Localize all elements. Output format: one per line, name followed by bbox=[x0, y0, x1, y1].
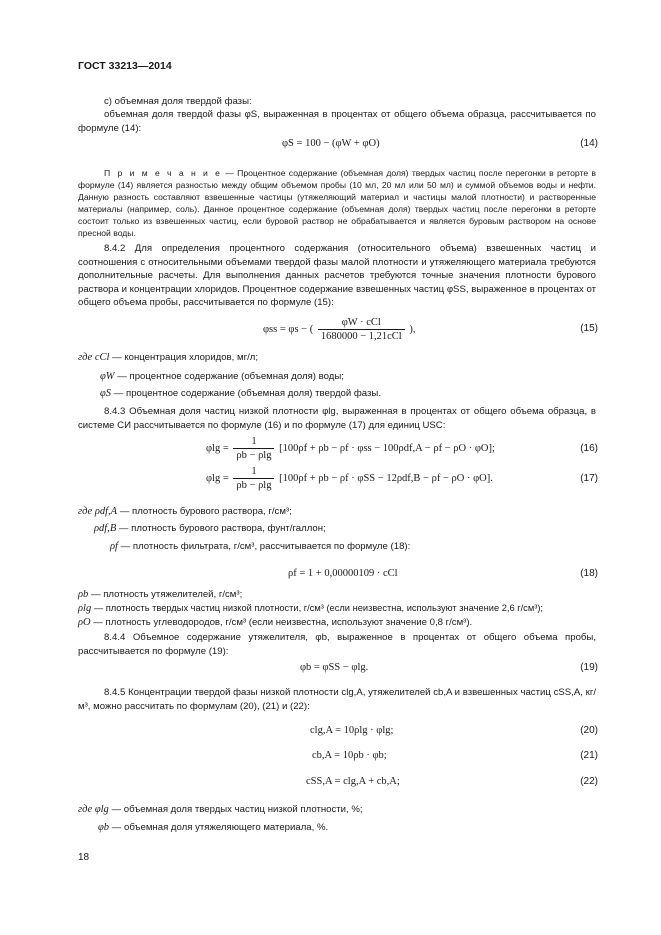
formula-15-denominator: 1680000 − 1,21cCl bbox=[320, 331, 402, 342]
def-rho-b: ρb — плотность утяжелителей, г/см³; bbox=[78, 589, 243, 600]
para-8-4-3: 8.4.3 Объемная доля частиц низкой плотности φlg, выраженная в процентах от общего объема образца, в системе СИ рассчитывается по формуле (16) и по формуле (17) для единиц USC: bbox=[78, 406, 596, 431]
formula-14: φS = 100 − (φW + φO) bbox=[282, 138, 380, 149]
standard-header: ГОСТ 33213—2014 bbox=[78, 60, 172, 72]
formula-16-fraction: $\frac{1}{\rho b - \rho\lg}$ bbox=[233, 436, 274, 461]
note-label: П р и м е ч а н и е bbox=[104, 168, 222, 178]
c-title: c) объемная доля твердой фазы: bbox=[104, 96, 252, 107]
formula-15-lhs: φss = φs − ( bbox=[263, 323, 314, 335]
def-phi-s: φS — процентное содержание (объемная доля) твердой фазы. bbox=[100, 388, 381, 399]
def-c-cl: где cCl — концентрация хлоридов, мг/л; bbox=[78, 352, 258, 363]
formula-21: cb,A = 10ρb · φb; bbox=[312, 750, 387, 761]
note bbox=[78, 167, 596, 239]
def-phi-w: φW — процентное содержание (объемная доля) воды; bbox=[100, 371, 344, 382]
formula-20-number: (20) bbox=[580, 725, 598, 736]
formula-15-numerator: φW · cCl bbox=[318, 317, 405, 330]
c-text: объемная доля твердой фазы φS, выраженная в процентах от общего объема образца, рассчитывается по формуле (14): bbox=[78, 109, 596, 134]
formula-15-number: (15) bbox=[580, 323, 598, 334]
formula-16 bbox=[206, 436, 495, 461]
formula-20: clg,A = 10ρlg · φlg; bbox=[310, 725, 394, 736]
formula-17-body: [100ρf + ρb − ρf · φSS − 12ρdf,B − ρf − ρO · φO]. bbox=[279, 472, 493, 484]
para-8-4-5: 8.4.5 Концентрации твердой фазы низкой плотности clg,A, утяжелителей cb,A и взвешенных частиц cSS,A, кг/м³, можно рассчитать по формулам (20), (21) и (22): bbox=[78, 687, 596, 712]
def-rho-f: ρf — плотность фильтрата, г/см³, рассчитывается по формуле (18): bbox=[110, 541, 411, 552]
formula-17-fraction: $\frac{1}{\rho b - \rho\lg}$ bbox=[233, 466, 274, 491]
para-8-4-4: 8.4.4 Объемное содержание утяжелителя, φb, выраженное в процентах от общего объема пробы, рассчитывается по формуле (19): bbox=[78, 632, 596, 657]
formula-15-tail: ), bbox=[409, 323, 416, 335]
formula-16-lhs: φlg = bbox=[206, 442, 229, 454]
formula-17-number: (17) bbox=[580, 473, 598, 484]
formula-14-number: (14) bbox=[580, 138, 598, 149]
formula-19: φb = φSS − φlg. bbox=[300, 662, 369, 673]
formula-16-body: [100ρf + ρb − ρf · φss − 100ρdf,A − ρf − ρO · φO]; bbox=[279, 442, 495, 454]
def-phi-lg: где φlg — объемная доля твердых частиц низкой плотности, %; bbox=[78, 804, 363, 815]
def-rho-df-b: ρdf,B — плотность бурового раствора, фунт/галлон; bbox=[94, 523, 326, 534]
formula-18-number: (18) bbox=[580, 568, 598, 579]
formula-17-lhs: φlg = bbox=[206, 472, 229, 484]
formula-19-number: (19) bbox=[580, 662, 598, 673]
formula-21-number: (21) bbox=[580, 750, 598, 761]
formula-16-number: (16) bbox=[580, 443, 598, 454]
page-number: 18 bbox=[78, 852, 90, 863]
formula-22-number: (22) bbox=[580, 776, 598, 787]
formula-15-fraction bbox=[318, 317, 405, 342]
formula-15 bbox=[263, 317, 415, 342]
formula-18: ρf = 1 + 0,00000109 · cCl bbox=[288, 568, 398, 579]
formula-17 bbox=[206, 466, 493, 491]
def-rho-o: ρO — плотность углеводородов, г/см³ (если неизвестна, используют значение 0,8 г/см³). bbox=[78, 617, 473, 628]
def-rho-df-a: где ρdf,A — плотность бурового раствора, г/см³; bbox=[78, 506, 292, 517]
para-8-4-2: 8.4.2 Для определения процентного содержания (относительного объема) взвешенных частиц и соотношения с относительными объемами твердой фазы малой плотности и утяжеляющего материала требуются дополнительные расчеты. Для выполнения данных расчетов требуются точные значения плотности бурового раствора и концентрации хлоридов. Процентное содержание взвешенных частиц φSS, выраженное в процентах от общего объема пробы, рассчитывается по формуле (15): bbox=[78, 243, 596, 308]
note-text: — Процентное содержание (объемная доля) твердых частиц после перегонки в реторте в формуле (14) является разностью между общим объемом пробы (10 мл, 20 мл или 50 мл) и суммой объемов воды и нефти. Данную разность составляют взвешенные частицы (утяжеляющий материал и частицы малой плотности) и растворенные материалы (например, соль). Данное процентное содержание (объемная доля) твердых частиц после перегонки в реторте состоит только из взвешенных частиц, если буровой раствор не обрабатывается и является буровым раствором на основе пресной воды. bbox=[78, 168, 596, 238]
def-rho-lg: ρlg — плотность твердых частиц низкой плотности, г/см³ (если неизвестна, используют значение 2,6 г/см³); bbox=[78, 603, 543, 614]
def-phi-b: φb — объемная доля утяжеляющего материала, %. bbox=[98, 822, 329, 833]
formula-22: cSS,A = clg,A + cb,A; bbox=[306, 776, 400, 787]
